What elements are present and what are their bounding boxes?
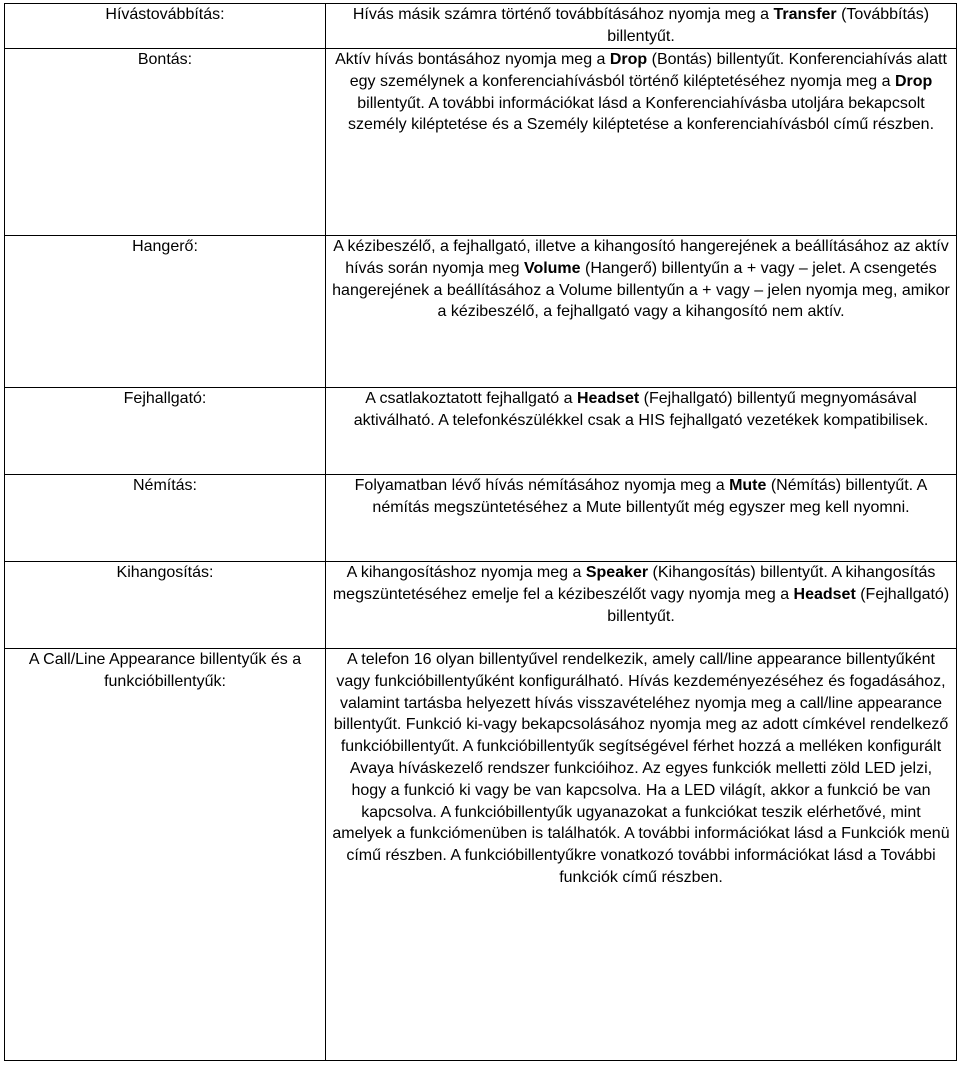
key-name: Mute — [729, 477, 767, 494]
key-name: Drop — [609, 51, 648, 68]
key-name: Drop — [894, 72, 933, 90]
description-cell — [326, 4, 957, 49]
key-name: Headset — [793, 585, 856, 603]
description-cell — [326, 649, 957, 1061]
description-text: billentyűt. A további információkat lásd a Konferenciahívásba utoljára bekapcsolt személy kiléptetése és a Személy kiléptetése a konferenciahívásból című részben. — [347, 94, 935, 134]
description-cell — [326, 475, 957, 562]
feature-description-table — [4, 3, 957, 1061]
table-row — [5, 388, 957, 475]
key-name: Transfer — [773, 6, 837, 23]
table-row — [5, 562, 957, 649]
description-cell — [326, 562, 957, 649]
description-text: (Kihangosítás) billentyűt. A kihangosítás megszüntetéséhez emelje fel a kézibeszélőt vagy nyomja meg a — [332, 564, 936, 603]
term-cell: Kihangosítás: — [5, 562, 326, 649]
description-text: (Fejhallgató) billentyű megnyomásával aktiválható. A telefonkészülékkel csak a HIS fejhallgató vezetékek kompatibilisek. — [353, 390, 929, 429]
table-body — [5, 4, 957, 1061]
key-name: Headset — [576, 390, 640, 407]
table-row — [5, 475, 957, 562]
description-text: A kézibeszélő, a fejhallgató, illetve a kihangosító hangerejének a beállításához az aktív hívás során nyomja meg — [333, 238, 949, 277]
description-cell — [326, 236, 957, 388]
term-cell: Némítás: — [5, 475, 326, 562]
description-text: (Hangerő) billentyűn a + vagy – jelet. A csengetés hangerejének a beállításához a Volume billentyűn a + vagy – jelen nyomja meg, amikor a kézibeszélő, a fejhallgató vagy a kihangosító nem aktív. — [332, 259, 950, 321]
description-text: (Továbbítás) billentyűt. — [607, 6, 930, 45]
description-cell — [326, 388, 957, 475]
description-text: A csatlakoztatott fejhallgató a — [365, 390, 577, 407]
description-text: (Fejhallgató) billentyűt. — [607, 585, 950, 625]
term-cell: Bontás: — [5, 49, 326, 236]
description-text: A telefon 16 olyan billentyűvel rendelkezik, amely call/line appearance billentyűként vagy funkcióbillentyűként konfigurálható. Hívás kezdeményezéséhez és fogadásához, valamint tartásba helyezett hívás visszavételéhez nyomja meg a call/line appearance billentyűt. Funkció ki-vagy bekapcsolásához nyomja meg az adott címkével rendelkező funkcióbillentyűt. A funkcióbillentyűk segítségével férhet hozzá a melléken konfigurált Avaya híváskezelő rendszer funkcióihoz. Az egyes funkciók melletti zöld LED jelzi, hogy a funkció ki vagy be van kapcsolva. Ha a LED világít, akkor a funkció be van kapcsolva. A funkcióbillentyűk ugyanazokat a funkciókat teszik elérhetővé, mint amelyek a funkciómenüben is találhatók. A további információkat lásd a Funkciók menü című részben. A funkcióbillentyűkre vonatkozó további információkat lásd a További funkciók című részben. — [332, 651, 950, 886]
term-cell: Hívástovábbítás: — [5, 4, 326, 49]
table-row — [5, 649, 957, 1061]
description-text: A kihangosításhoz nyomja meg a — [346, 564, 586, 581]
description-text: Folyamatban lévő hívás némításához nyomja meg a — [354, 477, 730, 494]
description-text: (Némítás) billentyűt. A némítás megszüntetéséhez a Mute billentyűt még egyszer meg kell nyomni. — [372, 477, 928, 516]
table-row — [5, 236, 957, 388]
table-row — [5, 49, 957, 236]
table-row — [5, 4, 957, 49]
key-name: Volume — [523, 259, 581, 277]
term-cell: Fejhallgató: — [5, 388, 326, 475]
description-text: Aktív hívás bontásához nyomja meg a — [335, 51, 610, 68]
term-cell: Hangerő: — [5, 236, 326, 388]
description-text: (Bontás) billentyűt. Konferenciahívás alatt egy személynek a konferenciahívásból történő kiléptetéséhez nyomja meg a — [349, 51, 947, 90]
key-name: Speaker — [585, 564, 649, 581]
term-cell: A Call/Line Appearance billentyűk és a funkcióbillentyűk: — [5, 649, 326, 1061]
description-cell — [326, 49, 957, 236]
description-text: Hívás másik számra történő továbbításához nyomja meg a — [352, 6, 774, 23]
